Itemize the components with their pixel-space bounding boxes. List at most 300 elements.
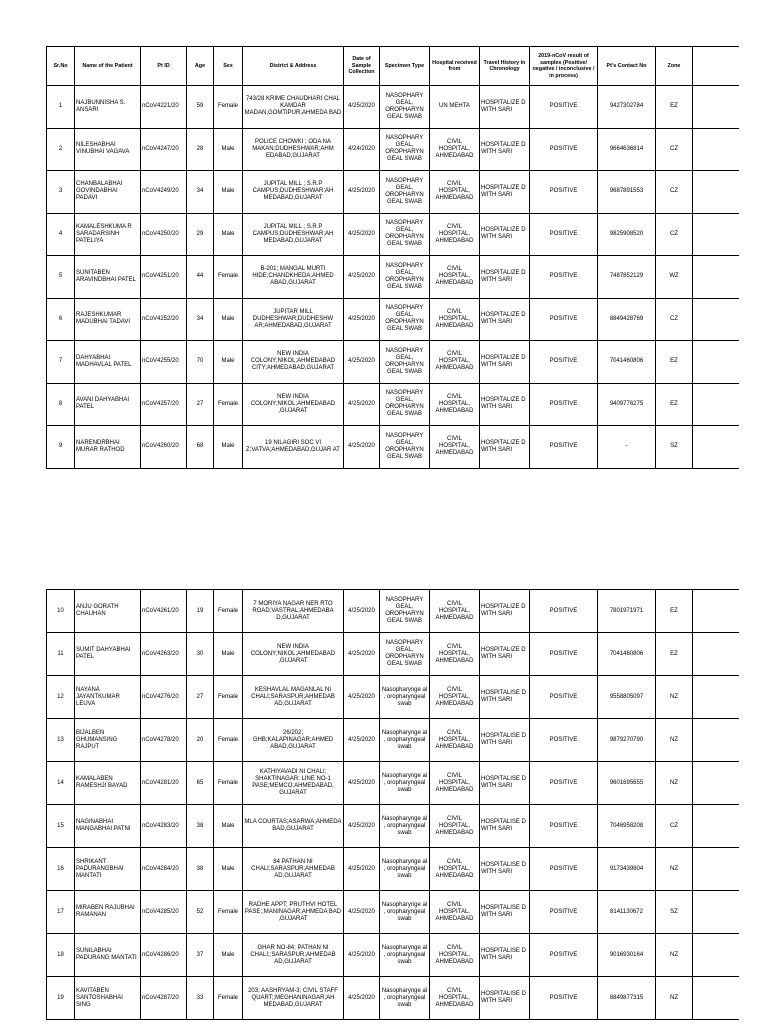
cell-result: POSITIVE xyxy=(530,977,598,1020)
cell-zone: NZ xyxy=(656,934,693,977)
blank-cell xyxy=(693,128,739,171)
cell-name: BIJALBEN GHUMANSING RAJPUT xyxy=(75,719,141,762)
table-row xyxy=(47,383,739,426)
blank-cell xyxy=(693,891,739,934)
cell-ptid: nCoV4252/20 xyxy=(141,298,187,341)
cell-result: POSITIVE xyxy=(530,341,598,384)
cell-sex: Male xyxy=(214,341,243,384)
blank-cell xyxy=(693,298,739,341)
cell-sr: 15 xyxy=(47,805,75,848)
cell-specimen: NASOPHARY GEAL, OROPHARYN GEAL SWAB xyxy=(380,426,430,469)
cell-address: 7 MORIYA NAGAR NER RTO ROAD;VASTRAL;AHMEDABA D,GUJARAT xyxy=(243,590,344,633)
table-row xyxy=(47,171,739,214)
cell-ptid: nCoV4260/20 xyxy=(141,426,187,469)
cell-name: SUNILABHAI PADURANG MANTATI xyxy=(75,934,141,977)
cell-contact: 9687891553 xyxy=(598,171,656,214)
cell-zone: EZ xyxy=(656,383,693,426)
cell-travel: HOSPITALIZE D WITH SARI xyxy=(480,383,530,426)
cell-name: KAVITABEN SANTOSHABHAI SING xyxy=(75,977,141,1020)
cell-age: 37 xyxy=(187,934,214,977)
table-row xyxy=(47,848,739,891)
table-row xyxy=(47,213,739,256)
cell-sex: Female xyxy=(214,256,243,299)
cell-result: POSITIVE xyxy=(530,128,598,171)
cell-sex: Female xyxy=(214,891,243,934)
cell-name: CHANBALABHAI GOVINDABHAI PADAVI xyxy=(75,171,141,214)
cell-result: POSITIVE xyxy=(530,213,598,256)
cell-name: RAJESHKUMAR MADUBHAI TADAVI xyxy=(75,298,141,341)
cell-contact: 9409776275 xyxy=(598,383,656,426)
cell-date: 4/25/2020 xyxy=(344,633,380,676)
cell-hospital: CIVIL HOSPITAL, AHMEDABAD xyxy=(430,128,480,171)
cell-sex: Male xyxy=(214,171,243,214)
table-row xyxy=(47,977,739,1020)
cell-contact: 9016930164 xyxy=(598,934,656,977)
cell-sex: Female xyxy=(214,762,243,805)
blank-cell xyxy=(693,171,739,214)
cell-sr: 16 xyxy=(47,848,75,891)
cell-contact: 7041460806 xyxy=(598,633,656,676)
cell-sr: 17 xyxy=(47,891,75,934)
header-result: 2019-nCoV result of samples (Positive/ negative / inconclusive / in process) xyxy=(530,47,598,86)
cell-specimen: NASOPHARY GEAL, OROPHARYN GEAL SWAB xyxy=(380,383,430,426)
cell-sex: Male xyxy=(214,426,243,469)
cell-hospital: CIVIL HOSPITAL, AHMEDABAD xyxy=(430,213,480,256)
cell-age: 34 xyxy=(187,298,214,341)
cell-name: SUMIT DAHYABHAI PATEL xyxy=(75,633,141,676)
cell-date: 4/25/2020 xyxy=(344,848,380,891)
cell-contact: 8849428769 xyxy=(598,298,656,341)
cell-result: POSITIVE xyxy=(530,676,598,719)
blank-cell xyxy=(693,633,739,676)
cell-sex: Male xyxy=(214,633,243,676)
table-header-row xyxy=(47,47,739,86)
blank-column xyxy=(693,47,739,86)
header-sex: Sex xyxy=(214,47,243,86)
blank-cell xyxy=(693,426,739,469)
header-date: Date of Sample Collection xyxy=(344,47,380,86)
cell-specimen: Nasopharynge al , oropharyngeal swab xyxy=(380,977,430,1020)
cell-result: POSITIVE xyxy=(530,86,598,129)
cell-age: 68 xyxy=(187,426,214,469)
cell-ptid: nCoV4249/20 xyxy=(141,171,187,214)
cell-name: NAYANA JAYANTKUMAR LEUVA xyxy=(75,676,141,719)
cell-travel: HOSPITALIZE D WITH SARI xyxy=(480,298,530,341)
header-zone: Zone xyxy=(656,47,693,86)
cell-address: 203; AASHRYAM-3; CIVIL STAFF QUART;;MEGHANINAGAR;AH MEDABAD,GUJARAT xyxy=(243,977,344,1020)
cell-contact: 9558805097 xyxy=(598,676,656,719)
cell-result: POSITIVE xyxy=(530,171,598,214)
cell-sr: 12 xyxy=(47,676,75,719)
cell-zone: NZ xyxy=(656,848,693,891)
cell-date: 4/25/2020 xyxy=(344,719,380,762)
cell-hospital: CIVIL HOSPITAL, AHMEDABAD xyxy=(430,590,480,633)
cell-ptid: nCoV4278/20 xyxy=(141,719,187,762)
cell-ptid: nCoV4251/20 xyxy=(141,256,187,299)
blank-cell xyxy=(693,590,739,633)
cell-result: POSITIVE xyxy=(530,633,598,676)
table-row xyxy=(47,256,739,299)
cell-zone: NZ xyxy=(656,719,693,762)
cell-date: 4/25/2020 xyxy=(344,977,380,1020)
blank-cell xyxy=(693,762,739,805)
cell-age: 20 xyxy=(187,719,214,762)
cell-address: 19 NILAGIRI SOC VI Z;VATVA;AHMEDABAD,GUJAR AT xyxy=(243,426,344,469)
cell-specimen: NASOPHARY GEAL, OROPHARYN GEAL SWAB xyxy=(380,341,430,384)
cell-contact: 7041460806 xyxy=(598,341,656,384)
cell-travel: HOSPITALIZE D WITH SARI xyxy=(480,171,530,214)
cell-specimen: NASOPHARY GEAL, OROPHARYN GEAL SWAB xyxy=(380,86,430,129)
cell-age: 44 xyxy=(187,256,214,299)
cell-name: MIRABEN RAJUBHAI RAMANAN xyxy=(75,891,141,934)
cell-result: POSITIVE xyxy=(530,848,598,891)
cell-age: 70 xyxy=(187,341,214,384)
cell-travel: HOSPITALIZE D WITH SARI xyxy=(480,341,530,384)
cell-age: 34 xyxy=(187,171,214,214)
cell-contact: 7046958208 xyxy=(598,805,656,848)
cell-date: 4/25/2020 xyxy=(344,762,380,805)
cell-sex: Female xyxy=(214,590,243,633)
cell-hospital: CIVIL HOSPITAL, AHMEDABAD xyxy=(430,676,480,719)
cell-address: JUPITAL MILL ; S.R.P CAMPUS;DUDHESHWAR;AH MEDABAD,GUJARAT xyxy=(243,213,344,256)
cell-sex: Female xyxy=(214,86,243,129)
table-row xyxy=(47,934,739,977)
cell-age: 33 xyxy=(187,977,214,1020)
cell-sex: Male xyxy=(214,805,243,848)
cell-date: 4/25/2020 xyxy=(344,341,380,384)
table-row xyxy=(47,676,739,719)
cell-age: 30 xyxy=(187,633,214,676)
cell-age: 28 xyxy=(187,128,214,171)
cell-ptid: nCoV4263/20 xyxy=(141,633,187,676)
cell-sex: Male xyxy=(214,128,243,171)
cell-sex: Male xyxy=(214,848,243,891)
cell-sex: Female xyxy=(214,977,243,1020)
cell-specimen: NASOPHARY GEAL, OROPHARYN GEAL SWAB xyxy=(380,633,430,676)
cell-hospital: CIVIL HOSPITAL, AHMEDABAD xyxy=(430,934,480,977)
cell-address: JUPITAL MILL ; S.R.P CAMPUS;DUDHESHWAR;AH MEDABAD,GUJARAT xyxy=(243,171,344,214)
header-travel: Travel History in Chronology xyxy=(480,47,530,86)
cell-ptid: nCoV4283/20 xyxy=(141,805,187,848)
blank-cell xyxy=(693,256,739,299)
cell-specimen: Nasopharynge al , oropharyngeal swab xyxy=(380,719,430,762)
cell-result: POSITIVE xyxy=(530,805,598,848)
cell-name: NAGINABHAI MANGABHAI PATNI xyxy=(75,805,141,848)
cell-result: POSITIVE xyxy=(530,719,598,762)
cell-hospital: CIVIL HOSPITAL, AHMEDABAD xyxy=(430,341,480,384)
cell-name: SUNITABEN ARAVINDBHAI PATEL xyxy=(75,256,141,299)
cell-date: 4/25/2020 xyxy=(344,256,380,299)
cell-zone: CZ xyxy=(656,171,693,214)
cell-sex: Male xyxy=(214,934,243,977)
header-age: Age xyxy=(187,47,214,86)
cell-address: KATHIYAVADI NI CHALI; SHAKTINAGAR; LINE NO-1 PASE;MEMCO;AHMEDABAD, GUJARAT xyxy=(243,762,344,805)
cell-sr: 4 xyxy=(47,213,75,256)
cell-zone: SZ xyxy=(656,891,693,934)
table-row xyxy=(47,426,739,469)
cell-ptid: nCoV4261/20 xyxy=(141,590,187,633)
cell-ptid: nCoV4287/20 xyxy=(141,977,187,1020)
cell-address: KESHAVLAL MAGANLAL NI CHALI;SARASPUR;AHMEDAB AD,GUJARAT xyxy=(243,676,344,719)
cell-travel: HOSPITALISE D WITH SARI xyxy=(480,848,530,891)
cell-address: MLA COURTAS;ASARWA;AHMEDA BAD,GUJARAT xyxy=(243,805,344,848)
cell-age: 38 xyxy=(187,805,214,848)
cell-name: NAJBUNNISHA S. ANSARI xyxy=(75,86,141,129)
cell-sr: 7 xyxy=(47,341,75,384)
cell-address: GHAR NO-84; PATHAN NI CHALI;;SARASPUR;AHMEDAB AD,GUJARAT xyxy=(243,934,344,977)
cell-sr: 8 xyxy=(47,383,75,426)
cell-travel: HOSPITALIZE D WITH SARI xyxy=(480,213,530,256)
cell-hospital: CIVIL HOSPITAL, AHMEDABAD xyxy=(430,256,480,299)
cell-hospital: CIVIL HOSPITAL, AHMEDABAD xyxy=(430,719,480,762)
cell-date: 4/25/2020 xyxy=(344,805,380,848)
cell-contact: 9173439804 xyxy=(598,848,656,891)
cell-ptid: nCoV4257/20 xyxy=(141,383,187,426)
cell-ptid: nCoV4221/20 xyxy=(141,86,187,129)
cell-travel: HOSPITALISE D WITH SARI xyxy=(480,891,530,934)
table-row xyxy=(47,298,739,341)
cell-result: POSITIVE xyxy=(530,256,598,299)
cell-address: 84 PATHAN NI CHALI;SARASPUR;AHMEDAB AD,GUJARAT xyxy=(243,848,344,891)
blank-cell xyxy=(693,805,739,848)
cell-hospital: CIVIL HOSPITAL, AHMEDABAD xyxy=(430,762,480,805)
cell-contact: 9664636814 xyxy=(598,128,656,171)
blank-cell xyxy=(693,934,739,977)
cell-age: 59 xyxy=(187,86,214,129)
table-row xyxy=(47,891,739,934)
cell-sr: 10 xyxy=(47,590,75,633)
cell-ptid: nCoV4250/20 xyxy=(141,213,187,256)
cell-contact: 9601695655 xyxy=(598,762,656,805)
cell-hospital: CIVIL HOSPITAL, AHMEDABAD xyxy=(430,805,480,848)
cell-travel: HOSPITALISE D WITH SARI xyxy=(480,676,530,719)
cell-address: 26/202; GHB;KALAPINAGAR;AHMED ABAD,GUJARAT xyxy=(243,719,344,762)
cell-result: POSITIVE xyxy=(530,383,598,426)
cell-result: POSITIVE xyxy=(530,590,598,633)
cell-travel: HOSPITALISE D WITH SARI xyxy=(480,977,530,1020)
cell-date: 4/25/2020 xyxy=(344,891,380,934)
cell-sex: Male xyxy=(214,213,243,256)
cell-result: POSITIVE xyxy=(530,762,598,805)
cell-address: JUPITAR MILL DUDHESHWAR;DUDHESHW AR;AHMEDABAD,GUJARAT xyxy=(243,298,344,341)
blank-cell xyxy=(693,977,739,1020)
cell-sr: 13 xyxy=(47,719,75,762)
header-specimen: Specimen Type xyxy=(380,47,430,86)
cell-zone: EZ xyxy=(656,341,693,384)
cell-ptid: nCoV4247/20 xyxy=(141,128,187,171)
cell-hospital: CIVIL HOSPITAL, AHMEDABAD xyxy=(430,977,480,1020)
cell-contact: 8141130672 xyxy=(598,891,656,934)
cell-sex: Female xyxy=(214,719,243,762)
blank-cell xyxy=(693,676,739,719)
cell-date: 4/25/2020 xyxy=(344,383,380,426)
cell-zone: CZ xyxy=(656,805,693,848)
cell-sr: 3 xyxy=(47,171,75,214)
cell-zone: CZ xyxy=(656,298,693,341)
cell-specimen: Nasopharynge al , oropharyngeal swab xyxy=(380,934,430,977)
cell-zone: NZ xyxy=(656,676,693,719)
cell-name: NILESHABHAI VINUBHAI VAGAVA xyxy=(75,128,141,171)
cell-address: POLICE CHOWKI ; ODA NA MAKAN;DUDHESHWAR;AHM EDABAD,GUJARAT xyxy=(243,128,344,171)
blank-cell xyxy=(693,383,739,426)
cell-hospital: CIVIL HOSPITAL, AHMEDABAD xyxy=(430,891,480,934)
cell-specimen: NASOPHARY GEAL, OROPHARYN GEAL SWAB xyxy=(380,590,430,633)
patients-table-1 xyxy=(46,46,739,469)
cell-hospital: CIVIL HOSPITAL, AHMEDABAD xyxy=(430,171,480,214)
cell-travel: HOSPITALISE D WITH SARI xyxy=(480,719,530,762)
cell-result: POSITIVE xyxy=(530,298,598,341)
cell-result: POSITIVE xyxy=(530,426,598,469)
table-row xyxy=(47,633,739,676)
cell-sr: 11 xyxy=(47,633,75,676)
cell-sr: 2 xyxy=(47,128,75,171)
cell-address: B-201; MANGAL MURTI HIDE;CHANDKHEDA;AHMED ABAD,GUJARAT xyxy=(243,256,344,299)
cell-contact: - xyxy=(598,426,656,469)
cell-travel: HOSPITALISE D WITH SARI xyxy=(480,762,530,805)
cell-ptid: nCoV4255/20 xyxy=(141,341,187,384)
cell-address: NEW INDIA COLONY;NIKOL;AHMEDABAD CITY;AHMEDABAD,GUJARAT xyxy=(243,341,344,384)
cell-date: 4/25/2020 xyxy=(344,590,380,633)
header-sr: Sr.No xyxy=(47,47,75,86)
blank-cell xyxy=(693,213,739,256)
cell-ptid: nCoV4284/20 xyxy=(141,848,187,891)
cell-specimen: NASOPHARY GEAL, OROPHARYN GEAL SWAB xyxy=(380,128,430,171)
cell-address: NEW INDIA COLONY;NIKOL;AHMEDABAD ,GUJARAT xyxy=(243,383,344,426)
cell-travel: HOSPITALIZE D WITH SARI xyxy=(480,128,530,171)
cell-name: KAMALABEN RAMESHJI BAYAD xyxy=(75,762,141,805)
cell-date: 4/25/2020 xyxy=(344,934,380,977)
patients-table-2 xyxy=(46,589,739,1020)
cell-specimen: Nasopharynge al , oropharyngeal swab xyxy=(380,891,430,934)
cell-zone: SZ xyxy=(656,426,693,469)
cell-hospital: CIVIL HOSPITAL, AHMEDABAD xyxy=(430,633,480,676)
cell-zone: EZ xyxy=(656,590,693,633)
header-hospital: Hospital received from xyxy=(430,47,480,86)
cell-date: 4/25/2020 xyxy=(344,426,380,469)
blank-cell xyxy=(693,848,739,891)
cell-sex: Male xyxy=(214,298,243,341)
cell-zone: EZ xyxy=(656,633,693,676)
header-address: District & Address xyxy=(243,47,344,86)
cell-ptid: nCoV4285/20 xyxy=(141,891,187,934)
cell-zone: WZ xyxy=(656,256,693,299)
cell-sr: 18 xyxy=(47,934,75,977)
cell-contact: 7487852129 xyxy=(598,256,656,299)
cell-date: 4/25/2020 xyxy=(344,213,380,256)
cell-zone: EZ xyxy=(656,86,693,129)
table-row xyxy=(47,341,739,384)
cell-zone: NZ xyxy=(656,977,693,1020)
cell-contact: 7801971971 xyxy=(598,590,656,633)
blank-cell xyxy=(693,86,739,129)
cell-result: POSITIVE xyxy=(530,891,598,934)
table-row xyxy=(47,128,739,171)
cell-specimen: NASOPHARY GEAL, OROPHARYN GEAL SWAB xyxy=(380,213,430,256)
cell-address: NEW INDIA COLONY;NIKOL;AHMEDABAD ,GUJARAT xyxy=(243,633,344,676)
cell-age: 19 xyxy=(187,590,214,633)
cell-date: 4/25/2020 xyxy=(344,676,380,719)
cell-travel: HOSPITALIZE D WITH SARI xyxy=(480,256,530,299)
cell-sr: 14 xyxy=(47,762,75,805)
cell-date: 4/24/2020 xyxy=(344,128,380,171)
cell-contact: 9825908520 xyxy=(598,213,656,256)
cell-specimen: Nasopharynge al , oropharyngeal swab xyxy=(380,805,430,848)
cell-address: RADHE APPT; PRUTHVI HOTEL PASE;;MANINAGAR;AHMEDA BAD ,GUJARAT xyxy=(243,891,344,934)
cell-name: DAHYABHAI MADHAVLAL PATEL xyxy=(75,341,141,384)
cell-hospital: CIVIL HOSPITAL, AHMEDABAD xyxy=(430,848,480,891)
cell-travel: HOSPITALISE D WITH SARI xyxy=(480,934,530,977)
cell-travel: HOSPITALIZE D WITH SARI xyxy=(480,426,530,469)
cell-sex: Female xyxy=(214,383,243,426)
cell-hospital: UN MEHTA xyxy=(430,86,480,129)
cell-date: 4/25/2020 xyxy=(344,171,380,214)
cell-contact: 8849877315 xyxy=(598,977,656,1020)
cell-specimen: Nasopharynge al , oropharyngeal swab xyxy=(380,848,430,891)
cell-travel: HOSPITALIZE D WITH SARI xyxy=(480,633,530,676)
cell-travel: HOSPITALIZE D WITH SARI xyxy=(480,86,530,129)
cell-specimen: NASOPHARY GEAL, OROPHARYN GEAL SWAB xyxy=(380,256,430,299)
cell-contact: 9427302784 xyxy=(598,86,656,129)
table-row xyxy=(47,590,739,633)
cell-specimen: NASOPHARY GEAL, OROPHARYN GEAL SWAB xyxy=(380,171,430,214)
cell-sr: 1 xyxy=(47,86,75,129)
cell-name: AVANI DAHYABHAI PATEL xyxy=(75,383,141,426)
cell-age: 27 xyxy=(187,676,214,719)
table-row xyxy=(47,762,739,805)
table-row xyxy=(47,805,739,848)
cell-specimen: Nasopharynge al , oropharyngeal swab xyxy=(380,676,430,719)
cell-age: 27 xyxy=(187,383,214,426)
cell-age: 29 xyxy=(187,213,214,256)
header-name: Name of the Patient xyxy=(75,47,141,86)
cell-travel: HOSPITALISE D WITH SARI xyxy=(480,805,530,848)
table-row xyxy=(47,86,739,129)
cell-hospital: CIVIL HOSPITAL, AHMEDABAD xyxy=(430,298,480,341)
cell-ptid: nCoV4276/20 xyxy=(141,676,187,719)
cell-sr: 5 xyxy=(47,256,75,299)
cell-sex: Female xyxy=(214,676,243,719)
header-contact: Pt's Contact No xyxy=(598,47,656,86)
cell-ptid: nCoV4281/20 xyxy=(141,762,187,805)
cell-address: 743/28 KRIME CHAUDHARI CHAL KAMDAR MADAN,GOMTIPUR,AHMEDA BAD xyxy=(243,86,344,129)
cell-specimen: NASOPHARY GEAL, OROPHARYN GEAL SWAB xyxy=(380,298,430,341)
cell-age: 38 xyxy=(187,848,214,891)
cell-sr: 6 xyxy=(47,298,75,341)
cell-age: 65 xyxy=(187,762,214,805)
blank-cell xyxy=(693,341,739,384)
cell-name: NARENDRBHAI MURAR RATHOD xyxy=(75,426,141,469)
table-row xyxy=(47,719,739,762)
cell-travel: HOSPITALIZE D WITH SARI xyxy=(480,590,530,633)
cell-sr: 19 xyxy=(47,977,75,1020)
cell-name: KAMALESHKUMA R SARADARSINH PATELIYA xyxy=(75,213,141,256)
cell-sr: 9 xyxy=(47,426,75,469)
cell-result: POSITIVE xyxy=(530,934,598,977)
cell-ptid: nCoV4286/20 xyxy=(141,934,187,977)
cell-zone: CZ xyxy=(656,128,693,171)
cell-name: ANJU GORATH CHAUHAN xyxy=(75,590,141,633)
blank-cell xyxy=(693,719,739,762)
cell-date: 4/25/2020 xyxy=(344,298,380,341)
cell-contact: 9879270790 xyxy=(598,719,656,762)
header-ptid: Pt ID xyxy=(141,47,187,86)
cell-specimen: Nasopharynge al , oropharyngeal swab xyxy=(380,762,430,805)
cell-hospital: CIVIL HOSPITAL, AHMEDABAD xyxy=(430,383,480,426)
cell-age: 52 xyxy=(187,891,214,934)
cell-hospital: CIVIL HOSPITAL, AHMEDABAD xyxy=(430,426,480,469)
cell-name: SHRIKANT PADURANGBHAI MANTATI xyxy=(75,848,141,891)
cell-zone: CZ xyxy=(656,213,693,256)
